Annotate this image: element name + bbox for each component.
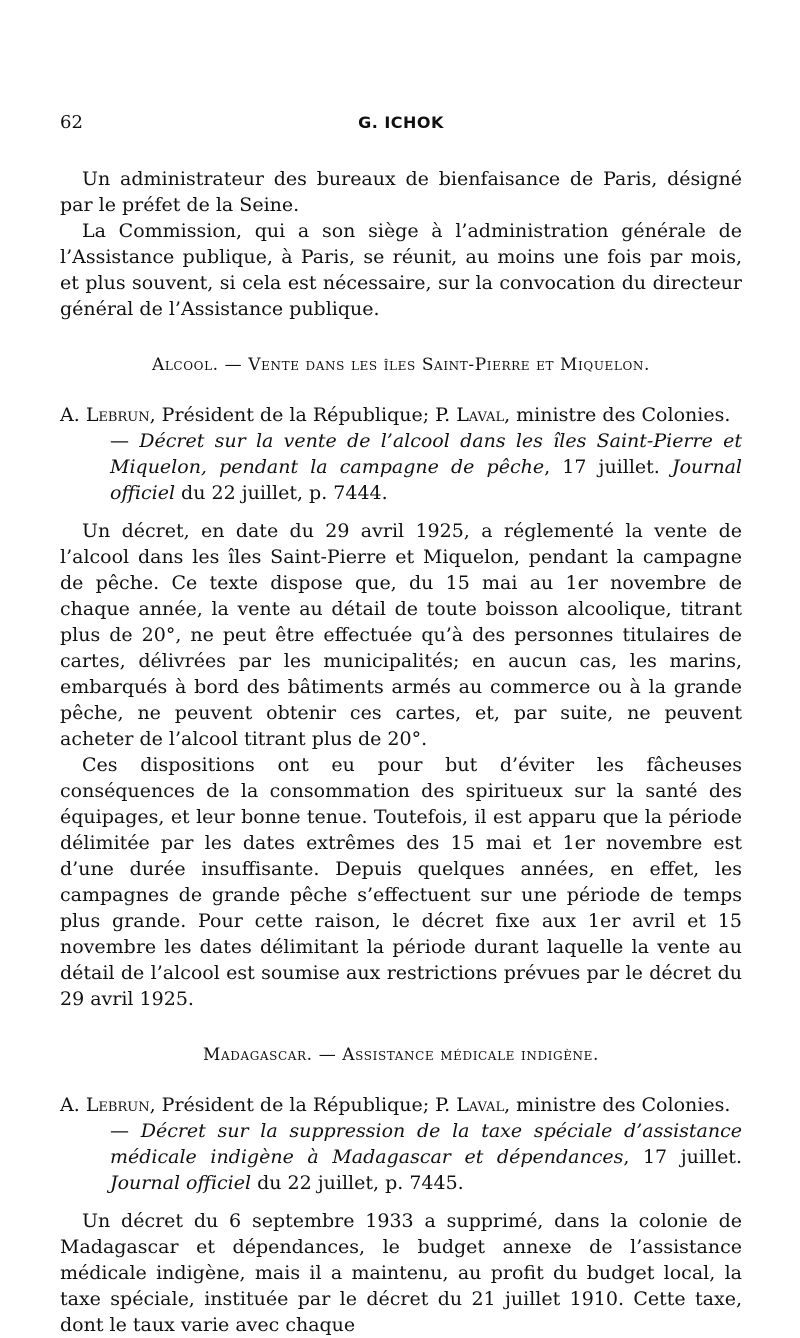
signatory-name: Lebrun: [85, 404, 150, 426]
running-head: G. ICHOK: [358, 113, 444, 132]
journal-name: Journal officiel: [110, 1172, 252, 1194]
decree-title: Décret sur la vente de l’alcool dans les îles Saint-Pierre et Miquelon, pendant la campagne de pêche: [110, 430, 742, 478]
decree-signatories: A. Lebrun, Président de la République; P. Laval, ministre des Colonies.: [60, 404, 731, 426]
decree-reference: [60, 1092, 742, 1196]
paragraph: Un décret du 6 septembre 1933 a supprimé, dans la colonie de Madagascar et dépendances, le budget annexe de l’assistance médicale indigène, mais il a maintenu, au profit du budget local, la taxe spéciale, instituée par le décret du 21 juillet 1910. Cette taxe, dont le taux varie avec chaque: [60, 1210, 742, 1336]
decree-title: Décret sur la suppression de la taxe spéciale d’assistance médicale indigène à Madagascar et dépendances: [110, 1120, 743, 1168]
paragraph: Un décret, en date du 29 avril 1925, a réglementé la vente de l’alcool dans les îles Saint-Pierre et Miquelon, pendant la campagne de pêche. Ce texte dispose que, du 15 mai au 1er novembre de chaque année, la vente au détail de toute boisson alcoolique, titrant plus de 20°, ne peut être effectuée qu’à des personnes titulaires de cartes, délivrées par les municipalités; en aucun cas, les marins, embarqués à bord des bâtiments armés au commerce ou à la grande pêche, ne peuvent obtenir ces cartes, et, par suite, ne peuvent acheter de l’alcool titrant plus de 20°.: [60, 520, 742, 750]
signatory-name: Laval: [456, 404, 505, 426]
paragraph: La Commission, qui a son siège à l’administration générale de l’Assistance publique, à Paris, se réunit, au moins une fois par mois, et plus souvent, si cela est nécessaire, sur la convocation du directeur général de l’Assistance publique.: [60, 220, 742, 320]
decree-signatories: A. Lebrun, Président de la République; P. Laval, ministre des Colonies.: [60, 1094, 731, 1116]
signatory-name: Laval: [456, 1094, 505, 1116]
signatory-name: Lebrun: [85, 1094, 150, 1116]
paragraph: Ces dispositions ont eu pour but d’éviter les fâcheuses conséquences de la consommation des spiritueux sur la santé des équipages, et leur bonne tenue. Toutefois, il est apparu que la période délimitée par les dates extrêmes des 15 mai et 1er novembre est d’une durée insuffisante. Depuis quelques années, en effet, les campagnes de grande pêche s’effectuent sur une période de temps plus grande. Pour cette raison, le décret fixe aux 1er avril et 15 novembre les dates délimitant la période durant laquelle la vente au détail de l’alcool est soumise aux restrictions prévues par le décret du 29 avril 1925.: [60, 754, 742, 1010]
decree-reference: [60, 402, 742, 506]
page-number: 62: [60, 112, 83, 133]
document-page: [60, 110, 742, 1338]
paragraph: Un administrateur des bureaux de bienfaisance de Paris, désigné par le préfet de la Seine.: [60, 168, 742, 216]
journal-name: Journal officiel: [110, 456, 742, 504]
decree-citation: — Décret sur la suppression de la taxe spéciale d’assistance médicale indigène à Madagascar et dépendances, 17 juillet. Journal officiel du 22 juillet, p. 7445.: [110, 1120, 743, 1194]
decree-citation: — Décret sur la vente de l’alcool dans les îles Saint-Pierre et Miquelon, pendant la campagne de pêche, 17 juillet. Journal officiel du 22 juillet, p. 7444.: [110, 430, 742, 504]
section-title: Alcool. — Vente dans les îles Saint-Pierre et Miquelon.: [151, 355, 651, 375]
section-title: Madagascar. — Assistance médicale indigène.: [202, 1045, 600, 1065]
page-header: [60, 110, 742, 136]
